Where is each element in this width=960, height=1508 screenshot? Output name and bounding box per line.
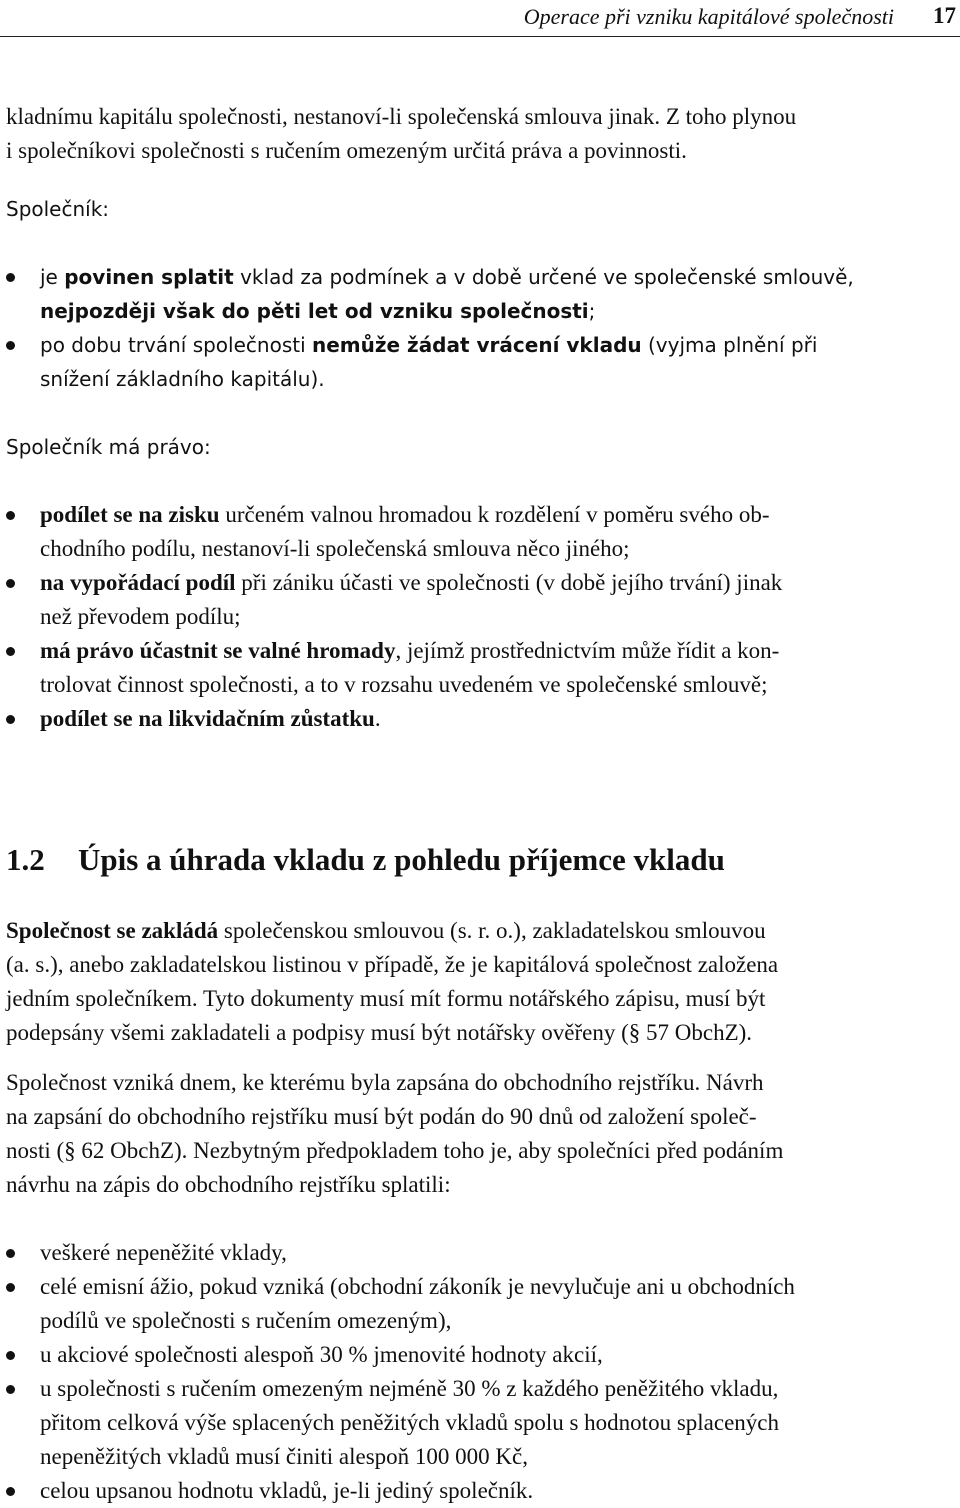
obligations-list bbox=[6, 260, 958, 396]
bullet-icon bbox=[6, 647, 15, 656]
running-header bbox=[0, 0, 960, 36]
list-item: celé emisní ážio, pokud vzniká (obchodní zákoník je nevylučuje ani u obchodních podílů ve společnosti s ručením omezeným), bbox=[6, 1270, 958, 1338]
paragraph-registration: Společnost vzniká dnem, ke kterému byla zapsána do obchodního rejstříku. Návrh na zapsání do obchodního rejstříku musí být podán do 90 dnů od založení společ- nosti (§ 62 ObchZ). Nezbytným předpokladem toho je, aby společníci před podáním návrhu na zápis do obchodního rejstříku splatili: bbox=[6, 1070, 784, 1197]
rights-list bbox=[6, 498, 958, 736]
paragraph-founding: Společnost se zakládá společenskou smlouvou (s. r. o.), zakladatelskou smlouvou (a. s.), anebo zakladatelskou listinou v případě, že je kapitálová společnost založena jedním společníkem. Tyto dokumenty musí mít formu notářského zápisu, musí být podepsány všemi zakladateli a podpisy musí být notářsky ověřeny (§ 57 ObchZ). bbox=[6, 918, 779, 1045]
bullet-icon bbox=[6, 715, 15, 724]
section-title: Úpis a úhrada vkladu z pohledu příjemce vkladu bbox=[78, 842, 725, 877]
list-item: celou upsanou hodnotu vkladů, je-li jediný společník. bbox=[6, 1474, 958, 1508]
payments-list bbox=[6, 1236, 958, 1508]
list-item: po dobu trvání společnosti nemůže žádat vrácení vkladu (vyjma plnění při snížení základního kapitálu). bbox=[6, 328, 958, 396]
bullet-icon bbox=[6, 511, 15, 520]
list-item: veškeré nepeněžité vklady, bbox=[6, 1236, 958, 1270]
list-item: má právo účastnit se valné hromady, jejímž prostřednictvím může řídit a kon- trolovat činnost společnosti, a to v rozsahu uvedeném ve společenské smlouvě; bbox=[6, 634, 958, 702]
payments-block bbox=[6, 1236, 958, 1508]
list-item: na vypořádací podíl při zániku účasti ve společnosti (v době jejího trvání) jinak než převodem podílu; bbox=[6, 566, 958, 634]
partner-rights bbox=[6, 498, 958, 736]
section-heading bbox=[6, 840, 958, 880]
list-item: u společnosti s ručením omezeným nejméně 30 % z každého peněžitého vkladu, přitom celková výše splacených peněžitých vkladů spolu s hodnotou splacených nepeněžitých vkladů musí činiti alespoň 100 000 Kč, bbox=[6, 1372, 958, 1474]
list-item: u akciové společnosti alespoň 30 % jmenovité hodnoty akcií, bbox=[6, 1338, 958, 1372]
section-number: 1.2 bbox=[6, 842, 45, 877]
partner-obligations bbox=[6, 192, 958, 396]
bullet-icon bbox=[6, 341, 15, 350]
list-item: podílet se na likvidačním zůstatku. bbox=[6, 702, 958, 736]
rights-heading: Společník má právo: bbox=[6, 435, 211, 459]
page-number: 17 bbox=[933, 3, 956, 28]
chapter-title: Operace při vzniku kapitálové společnosti bbox=[523, 4, 894, 29]
list-item: podílet se na zisku určeném valnou hromadou k rozdělení v poměru svého ob- chodního podílu, nestanoví-li společenská smlouva něco jiného; bbox=[6, 498, 958, 566]
list-item: je povinen splatit vklad za podmínek a v době určené ve společenské smlouvě, nejpozději však do pěti let od vzniku společnosti; bbox=[6, 260, 958, 328]
intro-line: i společníkovi společnosti s ručením omezeným určitá práva a povinnosti. bbox=[6, 138, 687, 163]
intro-paragraph bbox=[6, 100, 958, 168]
bullet-icon bbox=[6, 1351, 15, 1360]
bullet-icon bbox=[6, 1249, 15, 1258]
obligations-heading: Společník: bbox=[6, 197, 110, 221]
bullet-icon bbox=[6, 1385, 15, 1394]
bullet-icon bbox=[6, 273, 15, 282]
intro-line: kladnímu kapitálu společnosti, nestanoví-li společenská smlouva jinak. Z toho plynou bbox=[6, 104, 797, 129]
bullet-icon bbox=[6, 1283, 15, 1292]
bullet-icon bbox=[6, 1487, 15, 1496]
header-divider bbox=[0, 36, 960, 37]
bullet-icon bbox=[6, 579, 15, 588]
